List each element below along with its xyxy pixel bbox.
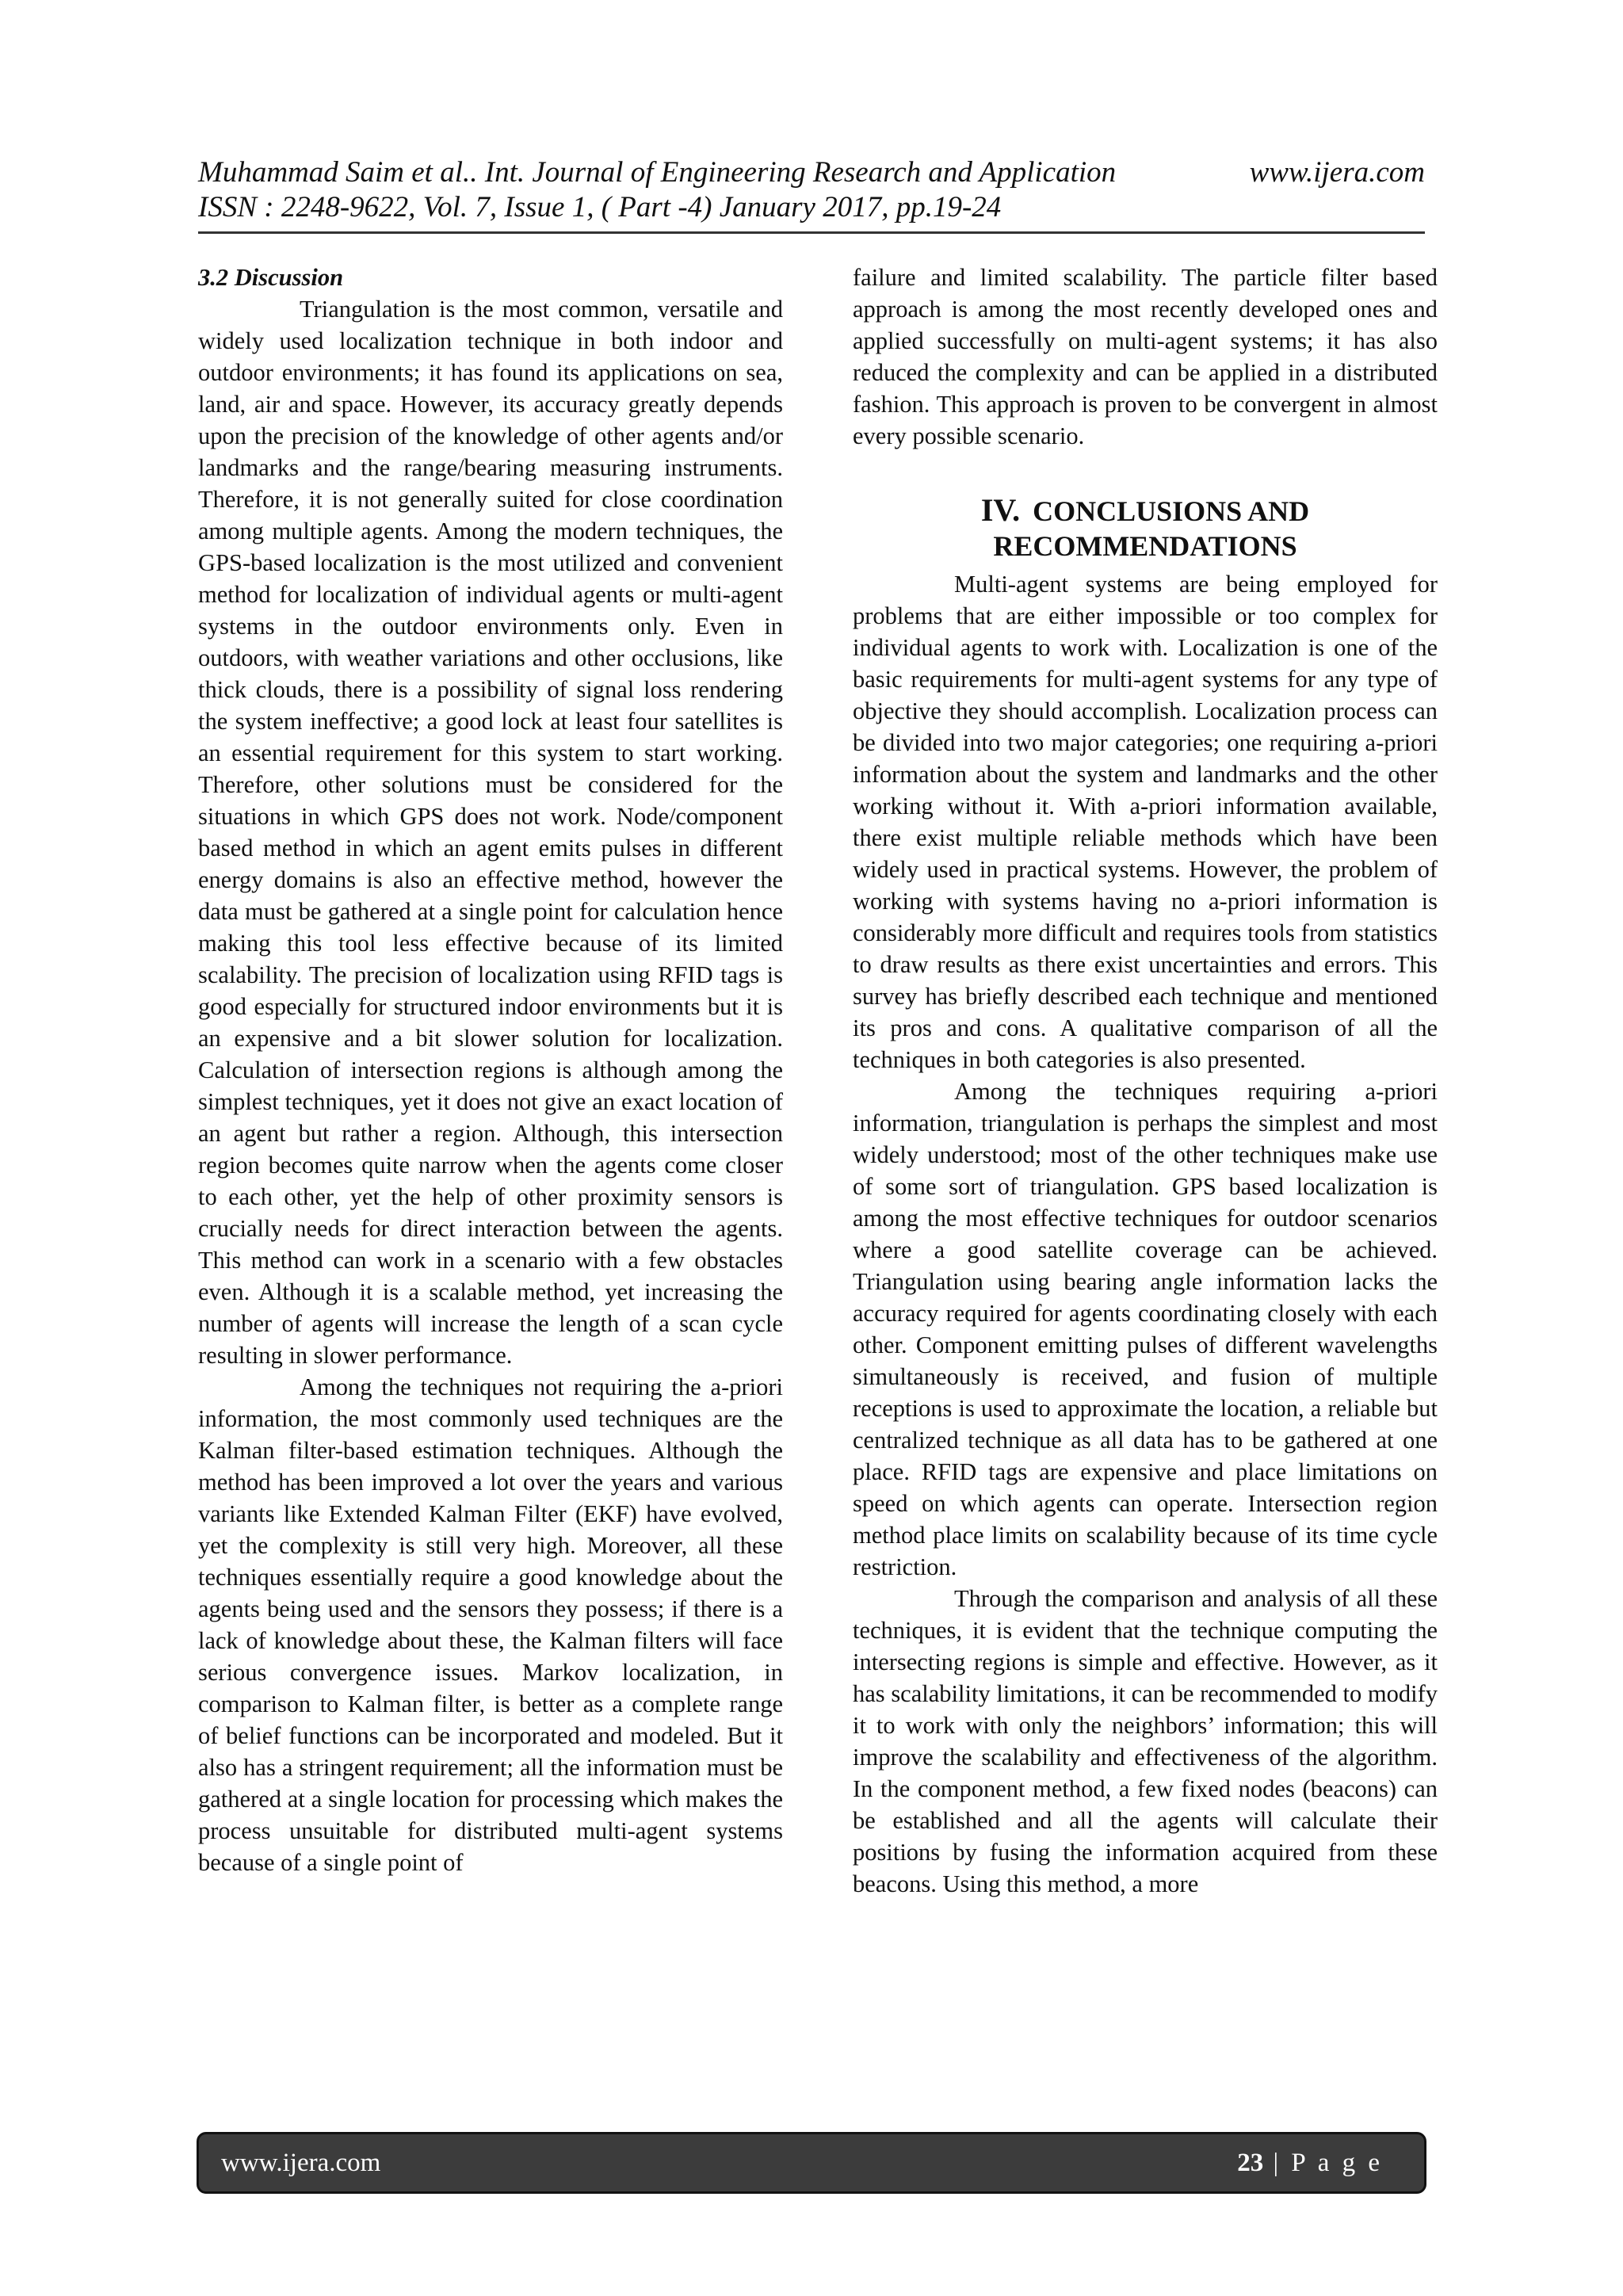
page-number: 23 bbox=[1237, 2149, 1264, 2177]
conclusion-paragraph-1: Multi-agent systems are being employed for problems that are either impossible or too complex for individual agents to work with. Localization is one of the basic requirements for multi-agent systems for any type of objective they should accomplish. Localization process can be divided into two major categories; one requiring a-priori information about the system and landmarks and the other working without it. With a-priori information available, there exist multiple reliable methods which have been widely used in practical systems. However, the problem of working with systems having no a-priori information is considerably more difficult and requires tools from statistics to draw results as there exist uncertainties and errors. This survey has briefly described each technique and mentioned its pros and cons. A qualitative comparison of all the techniques in both categories is also presented. bbox=[853, 571, 1438, 1073]
page-footer bbox=[197, 2132, 1426, 2194]
header-line-2 bbox=[198, 190, 1425, 225]
issn-info: ISSN : 2248-9622, Vol. 7, Issue 1, ( Part -4) January 2017, pp.19-24 bbox=[198, 191, 1002, 223]
discussion-paragraph-2: Among the techniques not requiring the a-priori information, the most commonly used techniques are the Kalman filter-based estimation techniques. Although the method has been improved a lot over the years and various variants like Extended Kalman Filter (EKF) have evolved, yet the complexity is still very high. Moreover, all these techniques essentially require a good knowledge about the agents being used and the sensors they possess; if there is a lack of knowledge about these, the Kalman filters will face serious convergence issues. Markov localization, in comparison to Kalman filter, is better as a complete range of belief functions can be incorporated and modeled. But it also has a stringent requirement; all the information must be gathered at a single location for processing which makes the process unsuitable for distributed multi-agent systems because of a single point of bbox=[198, 1373, 783, 1876]
conclusion-paragraph-2: Among the techniques requiring a-priori information, triangulation is perhaps the simplest and most widely understood; most of the other techniques make use of some sort of triangulation. GPS based localization is among the most effective techniques for outdoor scenarios where a good satellite coverage can be achieved. Triangulation using bearing angle information lacks the accuracy required for agents coordinating closely with each other. Component emitting pulses of different wavelengths simultaneously is received, and fusion of multiple receptions is used to approximate the location, a reliable but centralized technique as all data has to be gathered at one place. RFID tags are expensive and place limitations on speed on which agents can operate. Intersection region method place limits on scalability because of its time cycle restriction. bbox=[853, 1078, 1438, 1580]
section-heading bbox=[853, 493, 1438, 563]
journal-citation: Muhammad Saim et al.. Int. Journal of Engineering Research and Application bbox=[198, 156, 1117, 189]
section-number: IV. bbox=[980, 492, 1021, 528]
discussion-paragraph-1: Triangulation is the most common, versatile and widely used localization technique in both indoor and outdoor environments; it has found its applications on sea, land, air and space. However, its accuracy greatly depends upon the precision of the knowledge of other agents and/or landmarks and the range/bearing measuring instruments. Therefore, it is not generally suited for close coordination among multiple agents. Among the modern techniques, the GPS-based localization is the most utilized and convenient method for localization of individual agents or multi-agent systems in the outdoor environments only. Even in outdoors, with weather variations and other occlusions, like thick clouds, there is a possibility of signal loss rendering the system ineffective; a good lock at least four satellites is an essential requirement for this system to start working. Therefore, other solutions must be considered for the situations in which GPS does not work. Node/component based method in which an agent emits pulses in different energy domains is also an effective method, however the data must be gathered at a single point for calculation hence making this tool less effective because of its limited scalability. The precision of localization using RFID tags is good especially for structured indoor environments but it is an expensive and a bit slower solution for localization. Calculation of intersection regions is although among the simplest techniques, yet it does not give an exact location of an agent but rather a region. Although, this intersection region becomes quite narrow when the agents come closer to each other, yet the help of other proximity sensors is crucially needs for direct interaction between the agents. This method can work in a scenario with a few obstacles even. Although it is a scalable method, yet increasing the number of agents will increase the length of a scan cycle resulting in slower performance. bbox=[198, 296, 783, 1369]
right-column bbox=[853, 262, 1438, 1900]
running-header bbox=[198, 155, 1425, 234]
header-line-1 bbox=[198, 155, 1425, 190]
page-label: | P a g e bbox=[1263, 2149, 1383, 2177]
subsection-heading: 3.2 Discussion bbox=[198, 264, 344, 291]
left-column bbox=[198, 262, 783, 1878]
page-indicator bbox=[1237, 2149, 1383, 2178]
footer-website: www.ijera.com bbox=[221, 2149, 381, 2177]
conclusion-paragraph-3: Through the comparison and analysis of all these techniques, it is evident that the technique computing the intersecting regions is simple and effective. However, as it has scalability limitations, it can be recommended to modify it to work with only the neighbors’ information; this will improve the scalability and effectiveness of the algorithm. In the component method, a few fixed nodes (beacons) can be established and all the agents will calculate their positions by fusing the information acquired from these beacons. Using this method, a more bbox=[853, 1585, 1438, 1897]
section-title: CONCLUSIONS AND RECOMMENDATIONS bbox=[993, 495, 1310, 562]
discussion-paragraph-continued: failure and limited scalability. The particle filter based approach is among the most recently developed ones and applied successfully on multi-agent systems; it has also reduced the complexity and can be applied in a distributed fashion. This approach is proven to be convergent in almost every possible scenario. bbox=[853, 264, 1438, 449]
journal-website: www.ijera.com bbox=[1249, 156, 1425, 189]
